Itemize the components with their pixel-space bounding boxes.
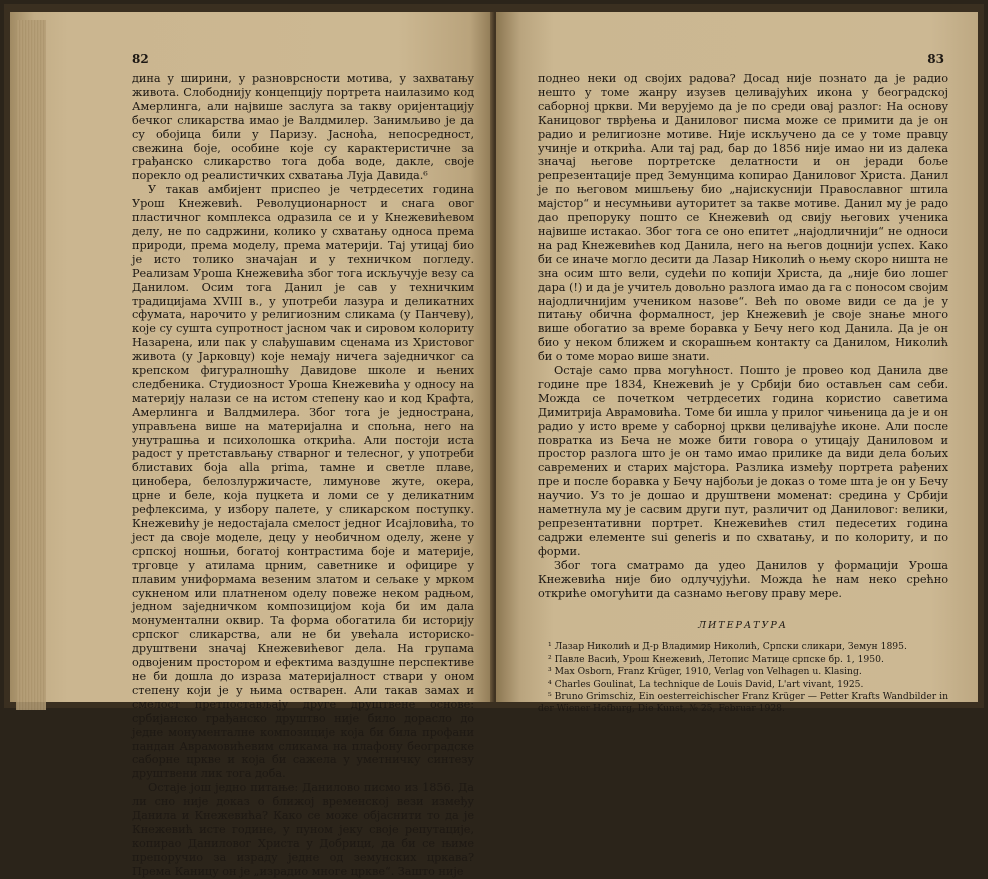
- paragraph: Због тога сматрамо да удео Данилов у формацији Уроша Кнежевића није био одлучујући. Можда ће нам нeко срећно откриће омогућити да сазнамо његову праву мере.: [538, 558, 948, 600]
- page-number: 83: [927, 52, 944, 66]
- paragraph: У такав амбијент приспео је четрдесетих година Урош Кнежевић. Револуционарност и снага овог пластичног комплекса одразила се и у Кнежевићевом делу, не по садржини, колико у схватању односа према природи, према моделу, према материји. Тај утицај био је исто толико значајан и у техничком погледу. Реализам Уроша Кнежевића због тога искључује везу са Данилом. Осим тога Данил је сав у техничким традицијама XVIII в., у употреби лазура и деликатних сфумата, нарочито у религиозним сликама (у Панчеву), које су сушта супротност јасном чак и сировом колориту Назарена, или пак у слађушавим сценама из Христовог живота (у Јарковцу) које немају ничега заједничког са крепском фигуралношћу Давидове школе и њених следбеника. Студиозност Уроша Кнежевића у односу на материју налази се на истом степену као и код Крафта, Амерлинга и Валдмилера. Због тога је једнострана, управљена више на материјална и спољна, него на унутрашња и психолошка открића. Али постоји иста радост у претстављању стварног и телесног, у употреби блиставих боја alla prima, тамне и светле плаве, цинобера, белозлуржичасте, лимунове жуте, окера, црне и беле, која пуцкета и ломи се у деликатним рефлексима, у избору палете, у сликарском поступку. Кнежевићу је недостајала смелост једног Исајловића, то јест да своје моделе, децу у необичном оделу, жене у српској ношњи, богатој контрастима боје и материје, трговце у атилама црним, саветнике и официре у плавим униформама везеним златом и сељаке у мрком сукненом или платненом оделу повеже неком радњом, једном заједничком композицијом која би им дала монументални оквир. Та форма обогатила би историју српског сликарства, али не би увећала историско-друштвени значај Кнежевићевог дела. На групама одвојеним простором и ефектима ваздушне перспективе не би дошла до израза материјалност ствари у оном степену који је у њима остварен. Али такав замах и смелост претпостављају друге друштвене основе: србијанско грађанско друштво није било дорасло до једне монументалне композиције која би била профани пандан Аврамовићевим сликама на плафону београдске саборне цркве и која би сажела у уметничку синтезу друштвени лик тога доба.: [132, 183, 474, 781]
- reference-item: ¹ Лазар Николић и Д-р Владимир Николић, Српски сликари, Земун 1895.: [548, 641, 907, 653]
- paragraph: поднео неки од својих радова? Досад није познато да је радио нешто у томе жанру изузев целивајућих икона у београдској саборној цркви. Ми верујемо да је по среди овај разлог: На основу Каницовог тврђења и Даниловог писма може се примити да је он радио и религиозне мотиве. Није искључено да се у томе правцу учинје и открића. Али тај рад, бар до 1856 није имао ни из далека значај његове портретске делатности и он јеради боље репрезентације пред Земунцима копирао Даниловог Христа. Данил је по његовом мишљењу био „најискуснији Православног штила мајстор“ и несумњиви ауторитет за такве мотиве. Данил му је радо дао препоруку пошто се Кнежевић од свију његових ученика највише истакао. Због тога се оно епитет „најодличнији“ не односи на рад Кнежевићев код Данила, него на његов доцнији успех. Како би се иначе могло десити да Лазар Николић о њему скоро ништа не зна осим што вели, судећи по копији Христа, да „није био лошег дара (!) и да је учитељ довољно разлога имао да га с поносом својим најодличнијим учеником назове“. Већ по овоме види се да је у питању обична формалност, јер Кнежевић је своје знање много више обогатио за време боравка у Бечу него код Данила. Да је он био у неком ближем и скорашњем контакту са Данилом, Николић би о томе морао више знати.: [538, 72, 948, 364]
- right-page-body: [538, 72, 948, 600]
- paragraph: Остаје само прва могућност. Пошто је провео код Данила две године пре 1834, Кнежевић је у Србији био остављен сам себи. Можда се почетком четрдесетих година користио саветима Димитрија Аврамовића. Томе би ишла у прилог чињеница да је и он радио у исто време у саборној цркви целивајуће иконе. Али после повратка из Беча не може бити говора о утицају Даниловом и простор разлога што је он тамо имао прилике да види дела бољих савремених и старих мајстора. Разлика између портрета рађених пре и после боравка у Бечу најбољи је доказ о томе шта је он у Бечу научио. Уз то је дошао и друштвени моменат: средина у Србији наметнула му је сасвим други пут, различит од Даниловог: велики, репрезентативни портрет. Кнежевићев стил педесетих година садржи елементе sui generis и по схватању, и по колориту, и по форми.: [538, 364, 948, 558]
- references-list: [538, 641, 948, 715]
- reference-item: ³ Max Osborn, Franz Krüger, 1910, Verlag von Velhagen u. Klasing.: [548, 666, 862, 678]
- reference-item: ⁴ Charles Goulinat, La technique de Louis David, L'art vivant, 1925.: [548, 678, 864, 690]
- paragraph: дина у ширини, у разноврсности мотива, у захватању живота. Слободнију концепцију портрета наилазимо код Амерлинга, али највише заслуга за такву оријентацију бечког сликарства имао је Валдмилер. Занимљиво је да су обојица били у Паризу. Јасноћа, непосредност, свежина боје, особине које су карактеристичне за грађанско сликарство тога доба воде, дакле, своје порекло од реалистичких схватања Луја Давида.⁶: [132, 72, 474, 183]
- left-page-body: [132, 72, 474, 879]
- references-title: ЛИТЕРАТУРА: [698, 620, 788, 632]
- paragraph: Остаје још једно питање: Данилово писмо из 1856. Да ли сно није доказ о ближој временској вези између Данила и Кнежевића? Како се може објаснити то да је Кнежевић исте године, у пуном јеку своје репутације, копирао Даниловог Христа у Добрици, да би се њиме препоручио за израду једне од земунских цркава? Према Каницу он је „израдио многе цркве“. Зашто није: [132, 781, 474, 878]
- right-page: [496, 12, 978, 715]
- open-book: [4, 4, 984, 878]
- reference-item: ⁵ Bruno Grimschiz, Ein oesterreichischer Franz Krüger — Petter Krafts Wandbilder in der Wiener Hofburg, Die Kunst, № 25, Februar 1928.: [538, 691, 948, 715]
- left-page: [10, 12, 494, 878]
- reference-item: ² Павле Васић, Урош Кнежевић, Летопис Матице српске бр. 1, 1950.: [548, 653, 884, 665]
- page-number: 82: [132, 52, 149, 66]
- page-edges: [16, 20, 46, 710]
